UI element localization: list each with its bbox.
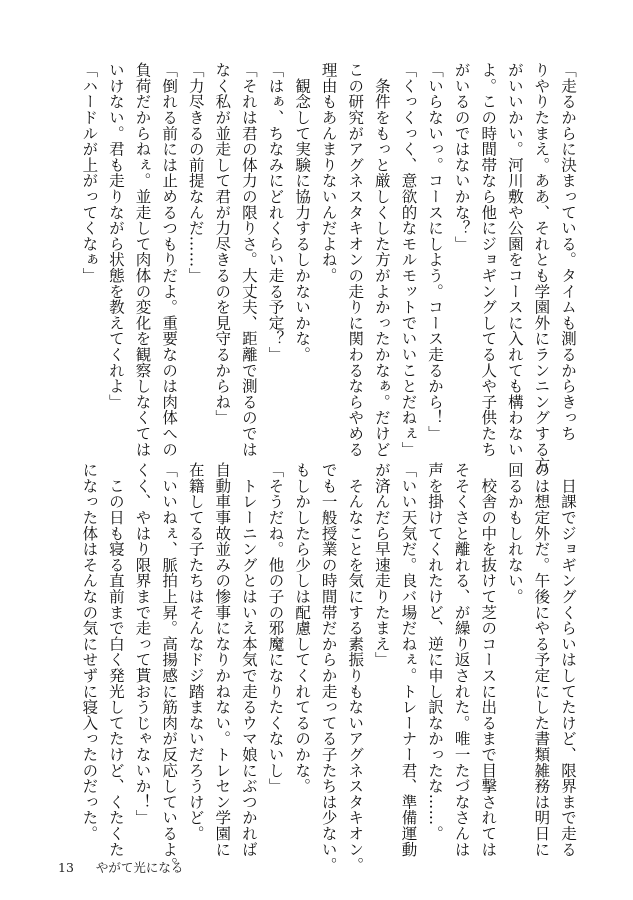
text-line: 「倒れる前には止めるつもりだよ。重要なのは肉体への <box>160 62 179 457</box>
text-line: 「いらないっ。コースにしよう。コース走るから！」 <box>426 62 445 442</box>
text-line: よ。この時間帯なら他にジョギングしてる人や子供たち <box>479 62 498 457</box>
text-line: りやりたまえ。ああ、それとも学園外にランニングする方 <box>532 62 551 473</box>
text-line: 「それは君の体力の限りさ。大丈夫、距離で測るのでは <box>239 62 258 457</box>
page-number: 13 <box>58 860 74 875</box>
text-line: 「そうだね。他の子の邪魔になりたくないし」 <box>266 462 285 794</box>
text-line: この研究がアグネスタキオンの走りに関わるならやめる <box>346 62 365 457</box>
text-line: 「ハードルが上がってくなぁ」 <box>80 62 99 284</box>
text-line: 「力尽きるの前提なんだ……」 <box>186 62 205 284</box>
text-line: 在籍してる子たちはそんなドジ踏まないだろうけど。 <box>186 462 205 842</box>
text-line: が済んだら早速走りたまえ」 <box>372 462 391 668</box>
text-line: のは想定外だ。午後にやる予定にした書類雑務は明日に <box>532 462 551 857</box>
upper-text-block <box>76 62 581 473</box>
text-line: トレーニングとはいえ本気で走るウマ娘にぶつかれば <box>239 462 258 857</box>
text-line: 日課でジョギングくらいはしてたけど、限界まで走る <box>559 462 577 857</box>
text-line: そんなことを気にする素振りもないアグネスタキオン。 <box>346 462 365 873</box>
text-line: 「走るからに決まっている。タイムも測るからきっち <box>559 62 577 442</box>
text-line: 回るかもしれない。 <box>505 462 524 605</box>
text-line: この日も寝る直前まで白く発光してたけど、くたくた <box>106 462 125 857</box>
text-line: でも一般授業の時間帯だからか走ってる子たちは少ない。 <box>319 462 338 873</box>
text-line: 校舎の中を抜けて芝のコースに出るまで目撃されては <box>479 462 498 857</box>
text-line: がいるのではないかな？」 <box>452 62 471 252</box>
text-line: 「くっくっく、意欲的なモルモットでいいことだねぇ」 <box>399 62 418 457</box>
text-line: 負荷だからねぇ。並走して肉体の変化を観察しなくては <box>133 62 152 457</box>
text-line: いけない。君も走りながら状態を教えてくれよ」 <box>106 62 125 410</box>
text-line: 声を掛けてくれたけど、逆に申し訳なかったな……。 <box>426 462 445 842</box>
text-line: 観念して実験に協力するしかないかな。 <box>293 62 312 363</box>
text-line: がいいかい。河川敷や公園をコースに入れても構わない <box>505 62 524 457</box>
text-line: 理由もあんまりないんだよね。 <box>319 62 338 284</box>
text-line: 「いいねぇ、脈拍上昇。高揚感に筋肉が反応しているよ。 <box>160 462 179 873</box>
running-title: やがて光になる <box>95 860 184 875</box>
text-line: 「いい天気だ。良バ場だねぇ。トレーナー君、準備運動 <box>399 462 418 857</box>
page-footer <box>58 858 183 876</box>
text-line: そそくさと離れる、が繰り返された。唯一たづなさんは <box>452 462 471 857</box>
text-line: 「はぁ、ちなみにどれくらい走る予定？」 <box>266 62 285 363</box>
text-line: なく私が並走して君が力尽きるのを見守るからね」 <box>213 62 232 426</box>
text-line: 条件をもっと厳しくした方がよかったかなぁ。だけど <box>372 62 391 457</box>
text-line: 自動車事故並みの惨事になりかねない。トレセン学園に <box>213 462 232 857</box>
text-line: になった体はそんなの気にせずに寝入ったのだった。 <box>80 462 99 842</box>
text-line: もしかしたら少しは配慮してくれてるのかな。 <box>293 462 312 794</box>
text-line: くく、やはり限界まで走って貰おうじゃないか！」 <box>133 462 152 826</box>
